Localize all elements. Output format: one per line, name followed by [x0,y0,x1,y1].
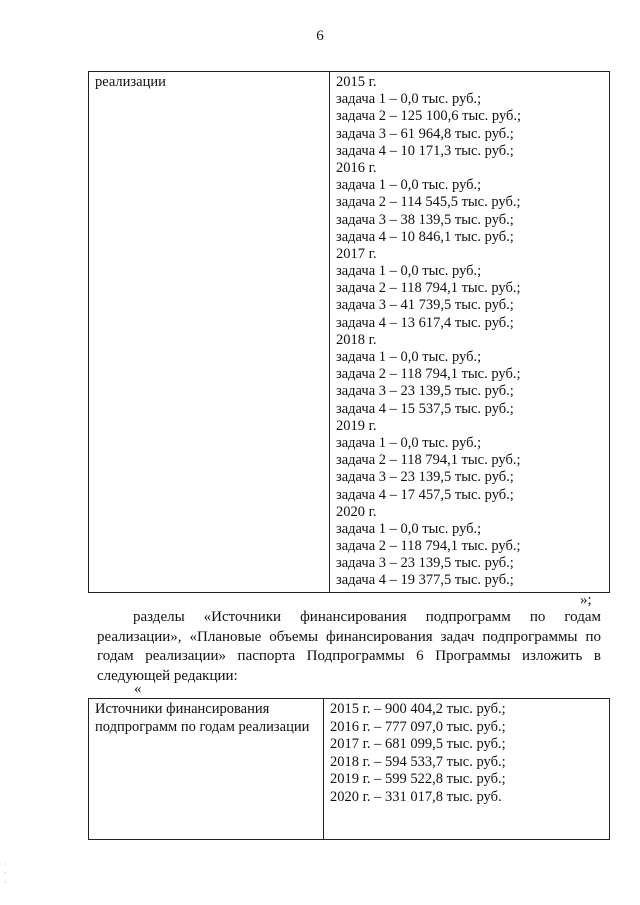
body-paragraph-text: разделы «Источники финансирования подпрограмм по годам реализации», «Плановые объемы финансирования задач подпрограммы по годам реализации» паспорта Подпрограммы 6 Программы изложить в следующей редакции: [97,609,601,684]
value-line: задача 2 – 118 794,1 тыс. руб.; [336,280,521,297]
table-values-cell [324,699,610,840]
value-line: задача 3 – 61 964,8 тыс. руб.; [336,125,514,142]
page-number: 6 [316,28,324,44]
value-line: 2019 г. – 599 522,8 тыс. руб.; [330,771,506,787]
value-line: задача 4 – 13 617,4 тыс. руб.; [336,314,514,331]
value-line: задача 2 – 118 794,1 тыс. руб.; [336,538,521,555]
value-line: 2016 г. [336,159,377,176]
table-label-cell [89,72,330,593]
value-line: задача 1 – 0,0 тыс. руб.; [336,349,482,365]
values-list [330,701,603,806]
table-label: реализации [95,74,166,90]
value-line: 2017 г. – 681 099,5 тыс. руб.; [330,736,506,752]
closing-quote: »; [580,592,592,608]
table-label-cell [89,699,324,840]
value-line: 2018 г. [336,331,377,348]
value-line: задача 2 – 125 100,6 тыс. руб.; [336,108,522,125]
value-line: задача 1 – 0,0 тыс. руб.; [336,91,482,108]
value-line: 2015 г. – 900 404,2 тыс. руб.; [330,701,506,717]
margin-mark: · · · [4,860,7,887]
table-row [89,72,610,593]
value-line: задача 4 – 17 457,5 тыс. руб.; [336,486,514,503]
value-line: задача 3 – 23 139,5 тыс. руб.; [336,469,514,486]
value-line: задача 4 – 10 171,3 тыс. руб.; [336,142,514,159]
value-line: 2020 г. [336,503,377,520]
value-line: 2016 г. – 777 097,0 тыс. руб.; [330,718,506,735]
value-line: задача 2 – 118 794,1 тыс. руб.; [336,452,521,469]
value-line: задача 1 – 0,0 тыс. руб.; [336,177,482,194]
value-line: 2018 г. – 594 533,7 тыс. руб.; [330,753,506,770]
funding-by-task-table [88,71,610,593]
value-line: задача 3 – 23 139,5 тыс. руб.; [336,383,514,400]
body-paragraph [97,608,601,686]
value-line: задача 1 – 0,0 тыс. руб.; [336,434,482,451]
value-line: 2020 г. – 331 017,8 тыс. руб. [330,788,502,805]
value-line: 2017 г. [336,245,377,262]
value-line: задача 4 – 19 377,5 тыс. руб.; [336,572,514,589]
value-line: 2019 г. [336,417,377,434]
value-line: задача 2 – 114 545,5 тыс. руб.; [336,194,521,211]
opening-quote: « [134,681,142,697]
table-label: Источники финансирования подпрограмм по годам реализации [95,701,310,735]
value-line: задача 2 – 118 794,1 тыс. руб.; [336,366,521,383]
table-values-cell [330,72,610,593]
funding-sources-table [88,698,610,840]
value-line: задача 1 – 0,0 тыс. руб.; [336,520,482,537]
value-line: 2015 г. [336,74,377,90]
table-row [89,699,610,840]
value-line: задача 3 – 23 139,5 тыс. руб.; [336,555,514,572]
value-line: задача 4 – 15 537,5 тыс. руб.; [336,400,514,417]
value-line: задача 1 – 0,0 тыс. руб.; [336,263,482,280]
value-line: задача 3 – 38 139,5 тыс. руб.; [336,211,514,228]
values-list [336,74,603,590]
value-line: задача 3 – 41 739,5 тыс. руб.; [336,297,514,314]
value-line: задача 4 – 10 846,1 тыс. руб.; [336,228,514,245]
